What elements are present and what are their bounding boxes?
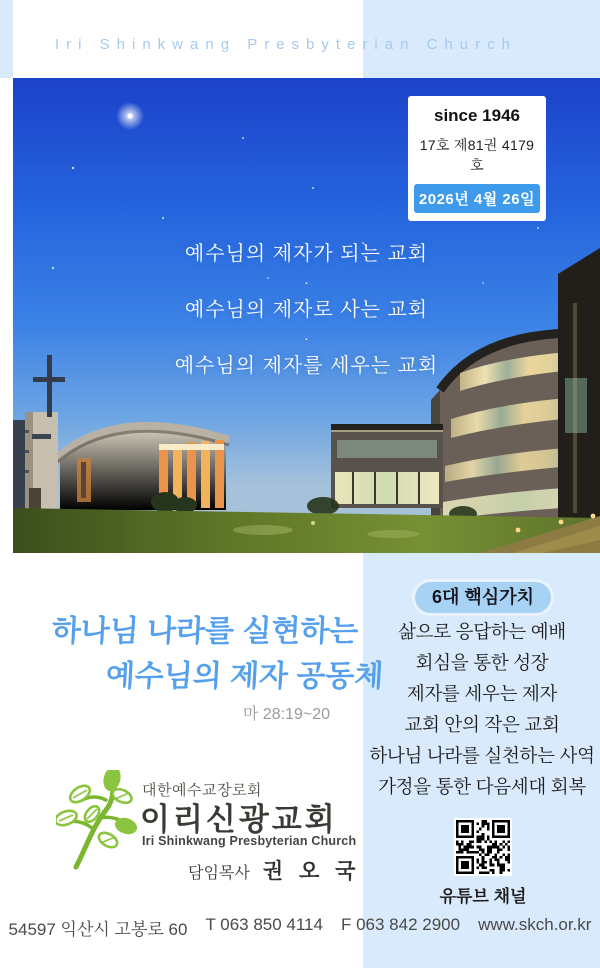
core-value-item: 가정을 통한 다음세대 회복 bbox=[378, 776, 586, 797]
core-values-title-badge: 6대 핵심가치 bbox=[415, 582, 551, 613]
separator-dot: · bbox=[304, 330, 309, 346]
pastor-name: 권 오 국 bbox=[262, 860, 361, 883]
left-margin-strip bbox=[0, 0, 13, 78]
hero-motto-1: 예수님의 제자가 되는 교회 bbox=[184, 243, 429, 265]
core-value-item: 하나님 나라를 실천하는 사역 bbox=[369, 745, 595, 766]
pastor-title-label: 담임목사 bbox=[188, 865, 250, 882]
website-url: www.skch.or.kr bbox=[478, 915, 592, 934]
hero-motto-3: 예수님의 제자를 세우는 교회 bbox=[174, 355, 439, 377]
slogan-line-1: 하나님 나라를 실현하는 bbox=[50, 615, 360, 648]
since-label: since 1946 bbox=[433, 106, 520, 125]
bible-verse-reference: 마 28:19~20 bbox=[242, 706, 330, 723]
separator-dot: · bbox=[304, 274, 309, 290]
core-value-item: 교회 안의 작은 교회 bbox=[404, 714, 560, 735]
issue-info-box bbox=[408, 96, 546, 221]
denomination-label: 대한예수교장로회 bbox=[142, 782, 262, 799]
phone-number: T 063 850 4114 bbox=[205, 915, 323, 934]
connecting-building bbox=[331, 424, 443, 508]
church-photo bbox=[13, 78, 600, 553]
issue-number: 17호 제81권 4179호 bbox=[419, 137, 535, 173]
qr-caption: 유튜브 채널 bbox=[439, 887, 527, 906]
core-values-list bbox=[368, 616, 596, 802]
hero-motto-2: 예수님의 제자로 사는 교회 bbox=[184, 299, 429, 321]
core-value-item: 회심을 통한 성장 bbox=[415, 652, 549, 673]
page-title: Iri Shinkwang Presbyterian Church bbox=[55, 36, 517, 53]
hero-mottos bbox=[13, 240, 600, 380]
church-name-english: Iri Shinkwang Presbyterian Church bbox=[142, 834, 357, 848]
sanctuary-building bbox=[55, 426, 229, 510]
slogan-line-2: 예수님의 제자 공동체 bbox=[104, 660, 385, 693]
senior-pastor bbox=[188, 855, 360, 885]
address: 54597 익산시 고봉로 60 bbox=[8, 920, 188, 939]
core-value-item: 삶으로 응답하는 예배 bbox=[398, 621, 566, 642]
fax-number: F 063 842 2900 bbox=[340, 915, 461, 934]
footer-contact-bar bbox=[0, 915, 600, 940]
youtube-qr-code bbox=[454, 818, 512, 876]
church-name-korean: 이리신광교회 bbox=[140, 802, 338, 837]
issue-date-badge: 2026년 4월 26일 bbox=[414, 184, 540, 213]
church-logo-branch-icon bbox=[56, 770, 140, 870]
core-value-item: 제자를 세우는 제자 bbox=[406, 683, 558, 704]
